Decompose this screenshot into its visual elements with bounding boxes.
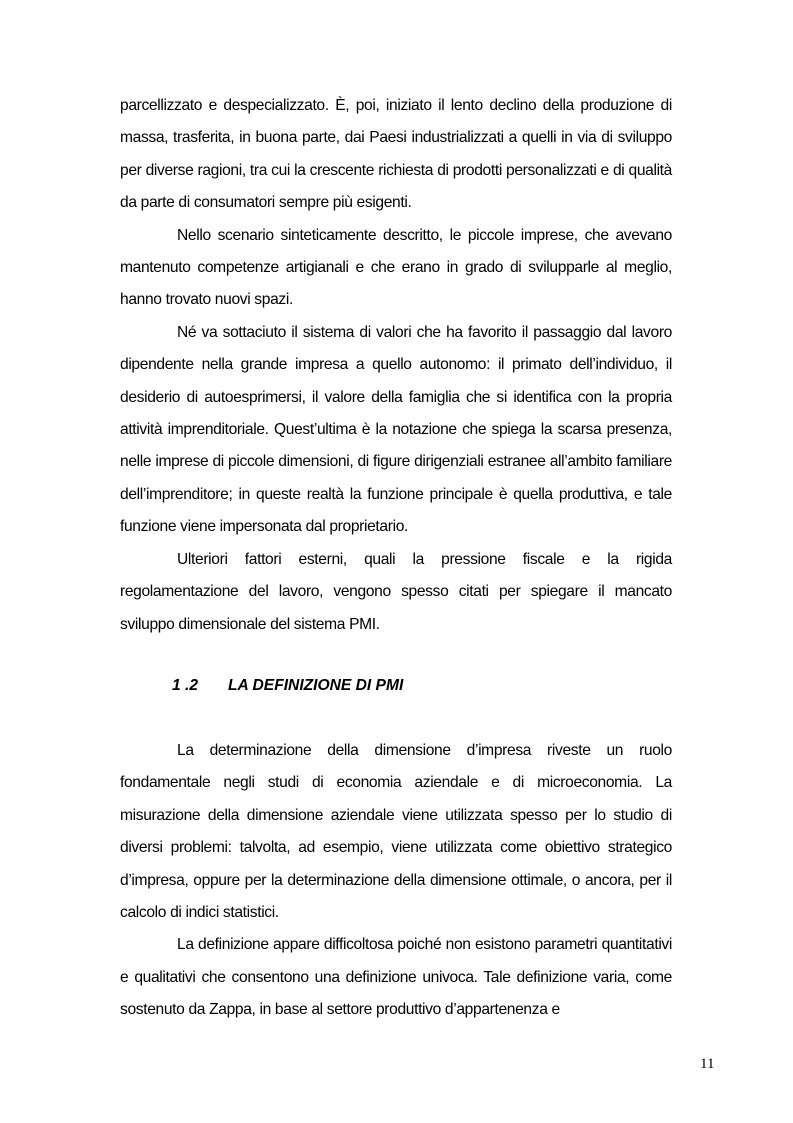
paragraph: Ulteriori fattori esterni, quali la pressione fiscale e la rigida regolamentazione del lavoro, vengono spesso citati per spiegare il mancato sviluppo dimensionale del sistema PMI. (120, 550, 672, 633)
body-text-top (120, 90, 672, 641)
section-title: LA DEFINIZIONE DI PMI (228, 677, 404, 694)
paragraph: Nello scenario sinteticamente descritto, le piccole imprese, che avevano mantenuto competenze artigianali e che erano in grado di svilupparle al meglio, hanno trovato nuovi spazi. (120, 226, 672, 309)
page-number: 11 (700, 1056, 715, 1072)
section-number: 1 .2 (172, 677, 199, 694)
paragraph: parcellizzato e despecializzato. È, poi, iniziato il lento declino della produzione di massa, trasferita, in buona parte, dai Paesi industrializzati a quelli in via di sviluppo per diverse ragioni, tra cui la crescente richiesta di prodotti personalizzati e di qualità da parte di consumatori sempre più esigenti. (120, 97, 672, 212)
section-heading (172, 674, 403, 698)
paragraph: La determinazione della dimensione d’impresa riveste un ruolo fondamentale negli studi di economia aziendale e di microeconomia. La misurazione della dimensione aziendale viene utilizzata spesso per lo studio di diversi problemi: talvolta, ad esempio, viene utilizzata come obiettivo strategico d’impresa, oppure per la determinazione della dimensione ottimale, o ancora, per il calcolo di indici statistici. (120, 742, 672, 922)
paragraph: Né va sottaciuto il sistema di valori che ha favorito il passaggio dal lavoro dipendente nella grande impresa a quello autonomo: il primato dell’individuo, il desiderio di autoesprimersi, il valore della famiglia che si identifica con la propria attività imprenditoriale. Quest’ultima è la notazione che spiega la scarsa presenza, nelle imprese di piccole dimensioni, di figure dirigenziali estranee all’ambito familiare dell’imprenditore; in queste realtà la funzione principale è quella produttiva, e tale funzione viene impersonata dal proprietario. (120, 323, 672, 536)
paragraph: La definizione appare difficoltosa poiché non esistono parametri quantitativi e qualitativi che consentono una definizione univoca. Tale definizione varia, come sostenuto da Zappa, in base al settore produttivo d’appartenenza e (120, 936, 672, 1019)
body-text-bottom (120, 735, 672, 1027)
